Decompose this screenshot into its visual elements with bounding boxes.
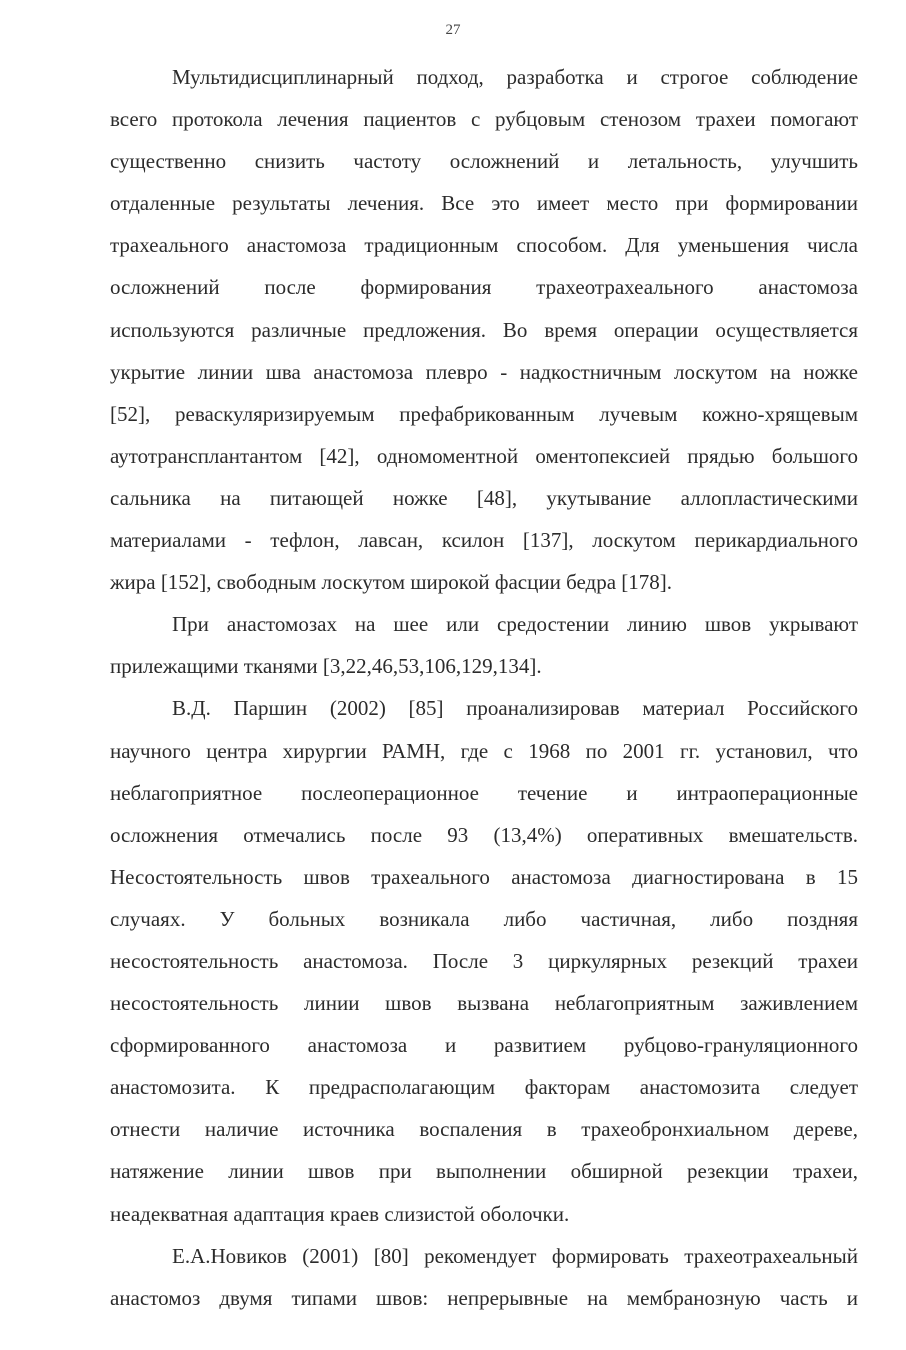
text-line: сформированного анастомоза и развитием рубцово-грануляционного — [110, 1033, 858, 1058]
text-line: жира [152], свободным лоскутом широкой фасции бедра [178]. — [110, 570, 673, 595]
page-number: 27 — [445, 22, 461, 38]
text-line: аутотрансплантантом [42], одномоментной оментопексией прядью большого — [110, 443, 858, 468]
text-line: Несостоятельность швов трахеального анастомоза диагностирована в 15 — [110, 864, 858, 889]
text-line: отдаленные результаты лечения. Все это имеет место при формировании — [110, 191, 858, 216]
text-line: отнести наличие источника воспаления в трахеобронхиальном дереве, — [110, 1117, 858, 1142]
text-line: Мультидисциплинарный подход, разработка и строгое соблюдение — [172, 65, 858, 89]
text-line: анастомозита. К предрасполагающим факторам анастомозита следует — [110, 1075, 858, 1100]
text-line: В.Д. Паршин (2002) [85] проанализировав материал Российского — [172, 696, 858, 721]
text-line: осложнения отмечались после 93 (13,4%) оперативных вмешательств. — [110, 822, 858, 847]
paragraph-1 — [48, 56, 858, 603]
text-line: научного центра хирургии РАМН, где с 1968 по 2001 гг. установил, что — [110, 738, 858, 763]
text-line: укрытие линии шва анастомоза плевро - надкостничным лоскутом на ножке — [110, 359, 858, 384]
text-line: всего протокола лечения пациентов с рубцовым стенозом трахеи помогают — [110, 107, 858, 132]
text-line: материалами - тефлон, лавсан, ксилон [137], лоскутом перикардиального — [110, 528, 858, 553]
paragraph-2 — [48, 603, 858, 687]
text-line: несостоятельность линии швов вызвана неблагоприятным заживлением — [110, 991, 858, 1016]
text-line: Е.А.Новиков (2001) [80] рекомендует формировать трахеотрахеальный — [172, 1243, 858, 1268]
text-line: прилежащими тканями [3,22,46,53,106,129,134]. — [110, 654, 542, 679]
text-line: осложнений после формирования трахеотрахеального анастомоза — [110, 275, 858, 300]
text-line: используются различные предложения. Во время операции осуществляется — [110, 317, 858, 342]
text-line: натяжение линии швов при выполнении обширной резекции трахеи, — [110, 1159, 858, 1184]
text-line: [52], реваскуляризируемым префабрикованным лучевым кожно-хрящевым — [110, 401, 858, 426]
text-line: трахеального анастомоза традиционным способом. Для уменьшения числа — [110, 233, 858, 258]
text-line: неадекватная адаптация краев слизистой оболочки. — [110, 1201, 570, 1226]
text-line: случаях. У больных возникала либо частичная, либо поздняя — [110, 906, 858, 931]
paragraph-4 — [48, 1235, 858, 1319]
document-body — [48, 56, 858, 1319]
text-line: При анастомозах на шее или средостении линию швов укрывают — [172, 612, 858, 637]
text-line: неблагоприятное послеоперационное течение и интраоперационные — [110, 780, 858, 805]
text-line: анастомоз двумя типами швов: непрерывные на мембранозную часть и — [110, 1285, 858, 1310]
text-line: существенно снизить частоту осложнений и летальность, улучшить — [110, 149, 858, 174]
text-line: сальника на питающей ножке [48], укутывание аллопластическими — [110, 485, 858, 510]
text-line: несостоятельность анастомоза. После 3 циркулярных резекций трахеи — [110, 948, 858, 973]
paragraph-3 — [48, 687, 858, 1234]
